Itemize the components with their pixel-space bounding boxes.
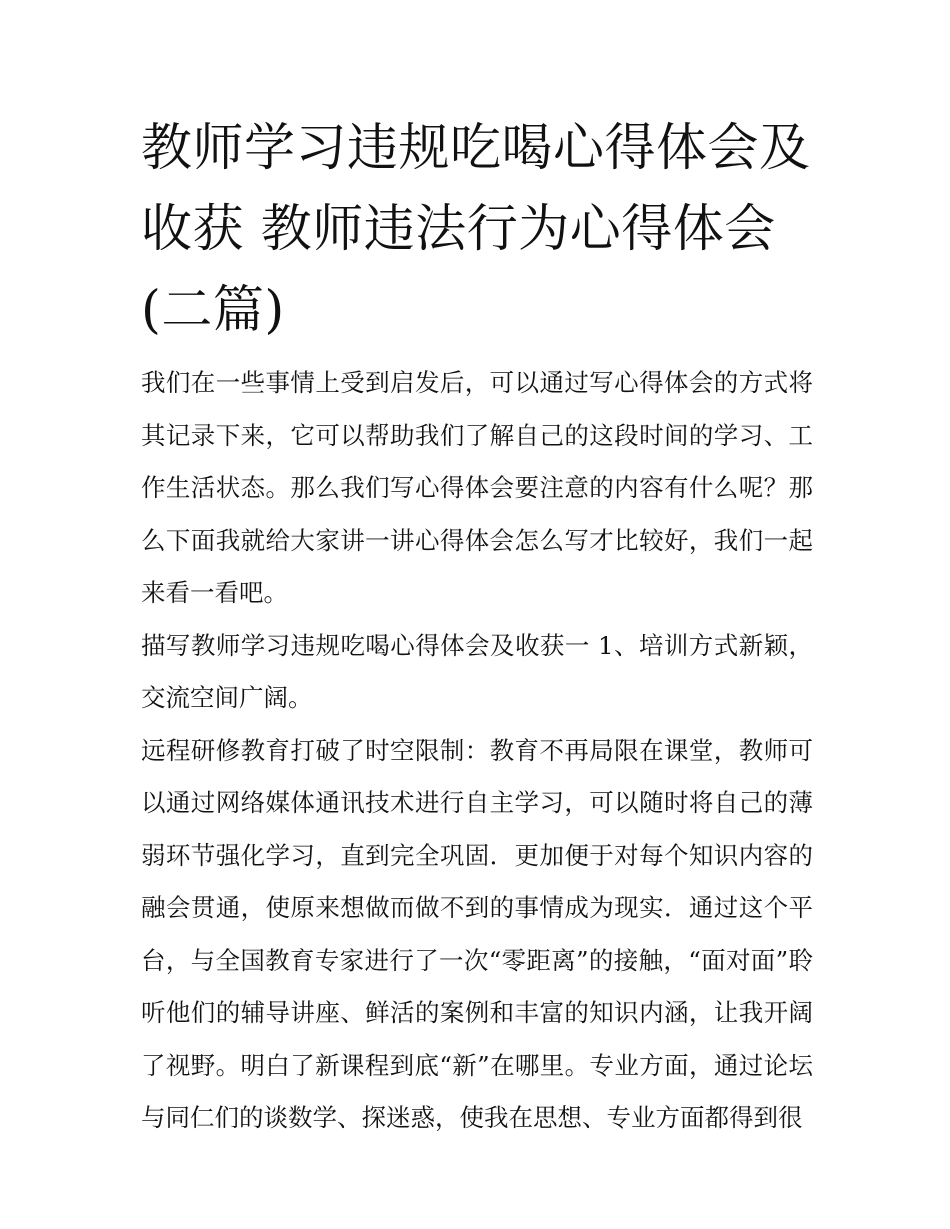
paragraph-section-heading: 描写教师学习违规吃喝心得体会及收获一 1、培训方式新颖，交流空间广阔。 (141, 630, 813, 712)
paragraph-remote-training: 远程研修教育打破了时空限制：教育不再局限在课堂，教师可以通过网络媒体通讯技术进行自主学习，可以随时将自己的薄弱环节强化学习，直到完全巩固．更加便于对每个知识内容的融会贯通，使原来想做而做不到的事情成为现实．通过这个平台，与全国教育专家进行了一次“零距离”的接触，“面对面”聆听他们的辅导讲座、鲜活的案例和丰富的知识内涵，让我开阔了视野。明白了新课程到底“新”在哪里。专业方面，通过论坛与同仁们的谈数学、探迷惑，使我在思想、专业方面都得到很 (141, 735, 813, 1132)
document-title: 教师学习违规吃喝心得体会及收获 教师违法行为心得体会(二篇) (141, 119, 811, 340)
paragraph-intro: 我们在一些事情上受到启发后，可以通过写心得体会的方式将其记录下来，它可以帮助我们了解自己的这段时间的学习、工作生活状态。那么我们写心得体会要注意的内容有什么呢？那么下面我就给大家讲一讲心得体会怎么写才比较好，我们一起来看一看吧。 (141, 368, 813, 607)
document-body (141, 108, 813, 1145)
